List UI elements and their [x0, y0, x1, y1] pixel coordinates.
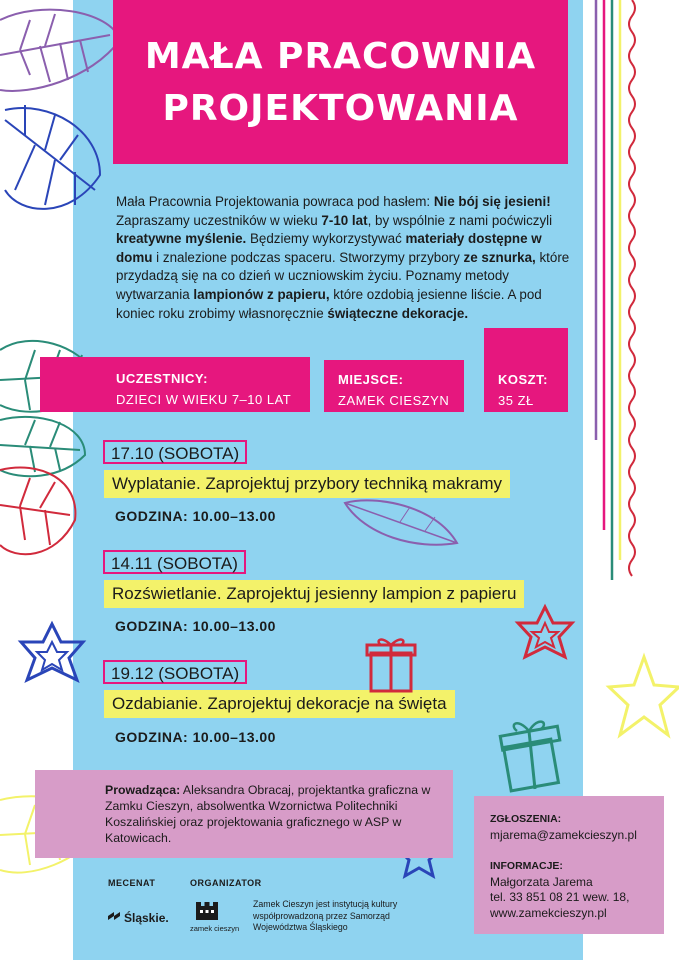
session-3-topic: Ozdabianie. Zaprojektuj dekoracje na święta: [104, 690, 455, 718]
title-line-2: PROJEKTOWANIA: [162, 88, 519, 129]
gift-icon: [497, 713, 567, 793]
session-2-topic: Rozświetlanie. Zaprojektuj jesienny lampion z papieru: [104, 580, 524, 608]
cost-value: 35 ZŁ: [498, 393, 534, 408]
intro-paragraph: Mała Pracownia Projektowania powraca pod hasłem: Nie bój się jesieni! Zapraszamy uczestników w wieku 7-10 lat, by wspólnie z nami poćwiczyli kreatywne myślenie. Będziemy wykorzystywać materiały dostępne w domu i znalezione podczas spaceru. Stworzymy przybory ze sznurka, które przydadzą się na co dzień w uczniowskim życiu. Poznamy metody wytwarzania lampionów z papieru, które ozdobią jesienne liście. A pod koniec roku zrobimy własnoręcznie świąteczne dekoracje.: [116, 194, 570, 321]
castle-icon: [196, 902, 218, 920]
leaf-icon: [345, 495, 465, 555]
session-1-date: 17.10 (SOBOTA): [103, 440, 247, 464]
signup-email[interactable]: mjarema@zamekcieszyn.pl: [490, 827, 637, 842]
gift-icon: [367, 635, 417, 695]
zamek-cieszyn-logo: zamek cieszyn: [190, 900, 240, 940]
session-2-date: 14.11 (SOBOTA): [103, 550, 246, 574]
title-line-1: MAŁA PRACOWNIA: [144, 36, 537, 77]
leader-box: Prowadząca: Aleksandra Obracaj, projektantka graficzna w Zamku Cieszyn, absolwentka Wzornictwa Politechniki Koszalińskiej oraz projektowania graficznego w ASP w Katowicach.: [35, 770, 453, 858]
info-web[interactable]: www.zamekcieszyn.pl: [490, 905, 607, 920]
info-name: Małgorzata Jarema: [490, 874, 593, 889]
title-banner: [113, 0, 568, 164]
slaskie-logo: Śląskie.: [108, 908, 168, 928]
slaskie-mark-icon: [108, 912, 122, 924]
star-icon: [515, 605, 575, 670]
contact-box: [474, 796, 664, 934]
info-label: INFORMACJE:: [490, 860, 563, 872]
participants-value: DZIECI W WIEKU 7–10 LAT: [116, 392, 292, 407]
star-icon: [17, 622, 87, 692]
participants-box: [40, 357, 310, 412]
participants-label: UCZESTNICY:: [116, 371, 208, 386]
organizer-label: ORGANIZATOR: [190, 878, 262, 888]
session-2-hours: GODZINA: 10.00–13.00: [115, 618, 276, 634]
session-3-hours: GODZINA: 10.00–13.00: [115, 729, 276, 745]
wavy-line-icon: [590, 0, 679, 700]
cost-box: [484, 328, 568, 412]
patron-label: MECENAT: [108, 878, 156, 888]
star-icon: [604, 655, 679, 745]
place-value: ZAMEK CIESZYN: [338, 393, 450, 408]
info-phone: tel. 33 851 08 21 wew. 18,: [490, 890, 630, 904]
institution-note: Zamek Cieszyn jest instytucją kultury współprowadzoną przez Samorząd Województwa Śląskiego: [253, 899, 398, 932]
place-label: MIEJSCE:: [338, 372, 404, 387]
session-1-hours: GODZINA: 10.00–13.00: [115, 508, 276, 524]
cost-label: KOSZT:: [498, 372, 548, 387]
session-3-date: 19.12 (SOBOTA): [103, 660, 247, 684]
place-box: [324, 360, 464, 412]
session-1-topic: Wyplatanie. Zaprojektuj przybory techniką makramy: [104, 470, 510, 498]
signup-label: ZGŁOSZENIA:: [490, 813, 562, 825]
